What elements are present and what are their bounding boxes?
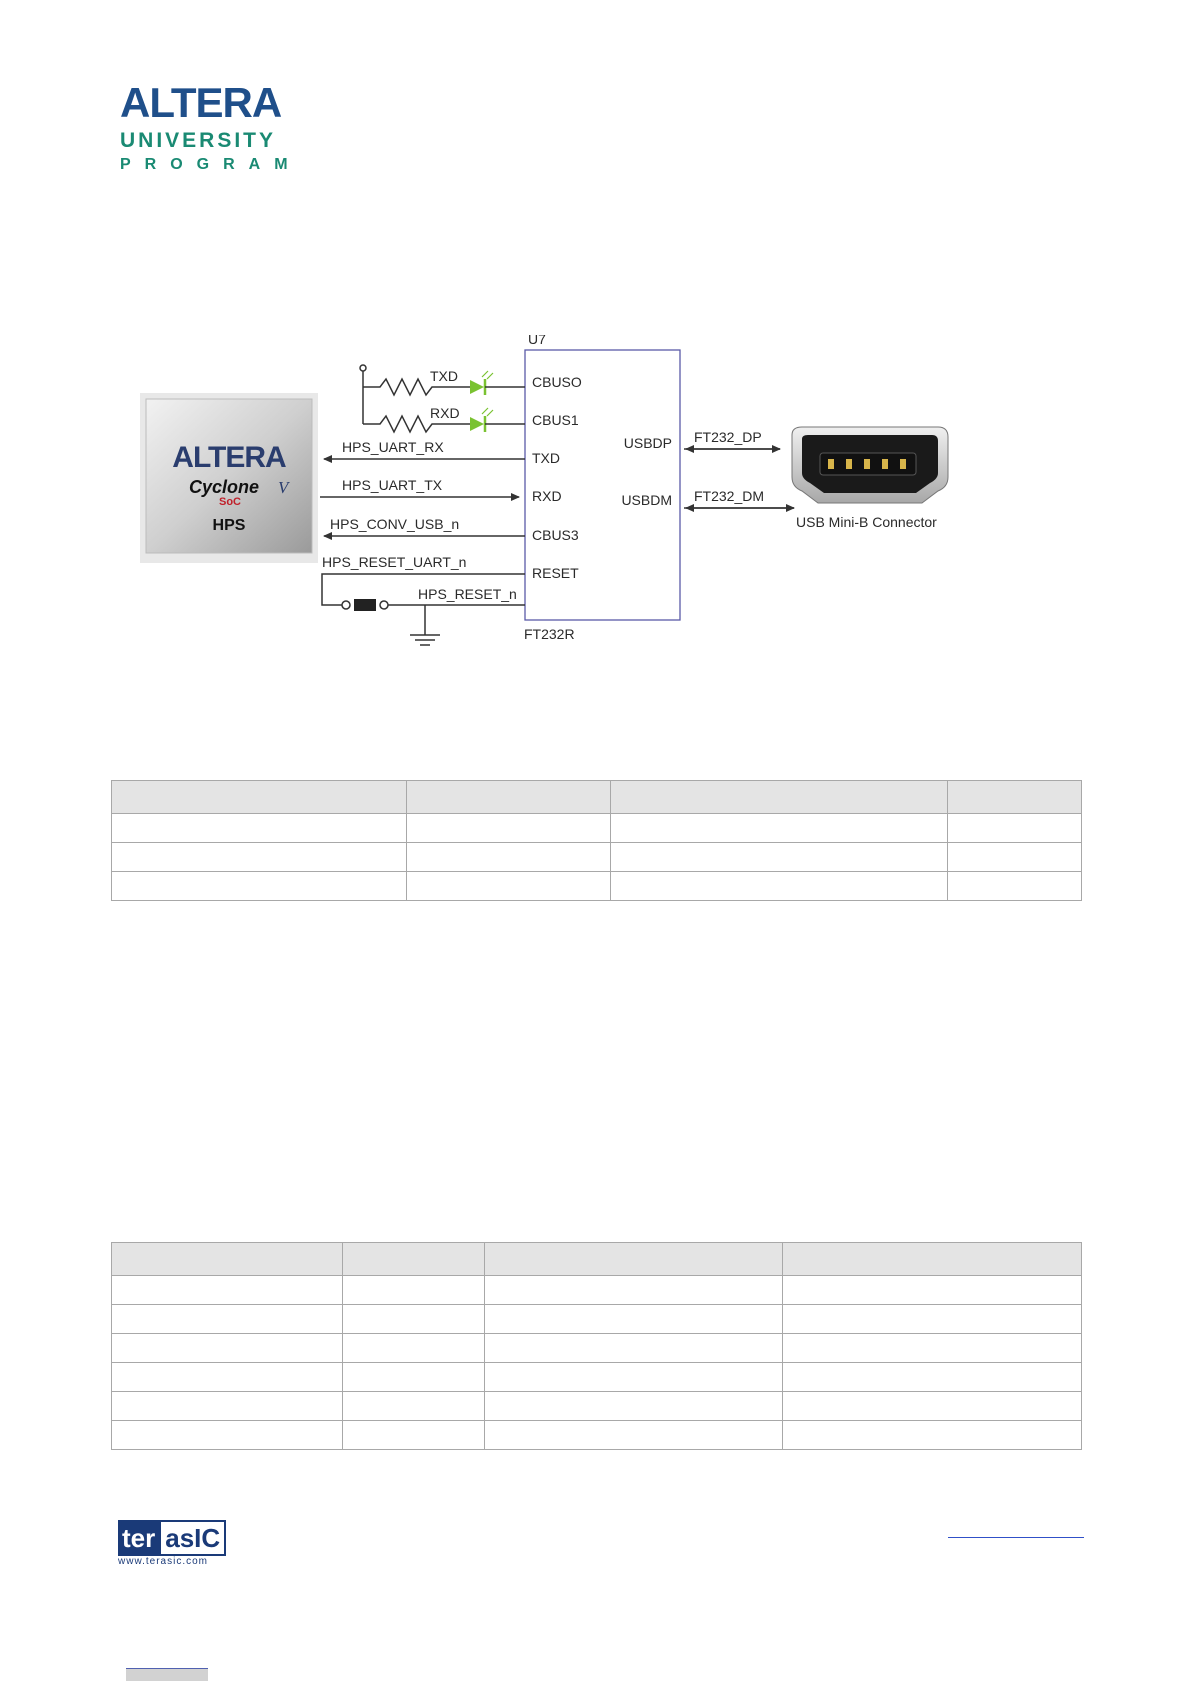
pin-assignment-table-1 xyxy=(111,780,1082,901)
led-rxd xyxy=(470,408,493,432)
terasic-url: www.terasic.com xyxy=(118,1556,209,1567)
uart-usb-schematic xyxy=(140,335,960,675)
pin-cbus3: CBUS3 xyxy=(532,527,579,543)
table-header-row xyxy=(112,1243,1082,1276)
page-navigation-tab[interactable] xyxy=(126,1668,208,1681)
hps-chip-block xyxy=(140,393,318,563)
chip-part-label: FT232R xyxy=(524,626,575,642)
hps-soc-text: SoC xyxy=(219,496,241,508)
table-header-row xyxy=(112,781,1082,814)
connector-label: USB Mini-B Connector xyxy=(796,514,937,530)
pin-txd: TXD xyxy=(532,450,560,466)
terasic-logo xyxy=(118,1520,228,1570)
table-row xyxy=(112,1392,1082,1421)
chip-ref-label: U7 xyxy=(528,335,546,347)
led-net-txd: TXD xyxy=(430,368,458,384)
usb-mini-b-connector xyxy=(792,427,948,503)
hps-brand-text: ALTERA xyxy=(172,441,286,474)
ft232r-chip xyxy=(524,335,680,642)
logo-brand: ALTERA xyxy=(120,79,282,126)
altera-university-program-logo xyxy=(120,79,302,173)
net-hps-conv-usb-n: HPS_CONV_USB_n xyxy=(330,516,460,532)
net-ft232-dm: FT232_DM xyxy=(694,488,765,504)
table-row xyxy=(112,1334,1082,1363)
pin-rxd: RXD xyxy=(532,488,562,504)
logo-line-university: UNIVERSITY xyxy=(120,129,277,152)
footer-link-underline[interactable] xyxy=(948,1537,1084,1538)
pin-cbus0: CBUSO xyxy=(532,374,582,390)
table-row xyxy=(112,843,1082,872)
terasic-brand-a: ter xyxy=(118,1520,159,1556)
table-row xyxy=(112,1363,1082,1392)
pin-usbdm: USBDM xyxy=(621,492,672,508)
net-hps-uart-rx: HPS_UART_RX xyxy=(342,439,444,455)
led-net-rxd: RXD xyxy=(430,405,460,421)
led-txd xyxy=(470,371,493,395)
logo-line-program: PROGRAM xyxy=(120,156,302,173)
table-row xyxy=(112,1305,1082,1334)
net-ft232-dp: FT232_DP xyxy=(694,429,762,445)
table-row xyxy=(112,1421,1082,1450)
hps-name-text: HPS xyxy=(212,517,246,534)
net-hps-reset-n: HPS_RESET_n xyxy=(418,586,517,602)
pin-usbdp: USBDP xyxy=(623,435,672,451)
net-hps-uart-tx: HPS_UART_TX xyxy=(342,477,443,493)
hps-family-suffix: V xyxy=(278,478,289,497)
pin-assignment-table-2 xyxy=(111,1242,1082,1450)
pin-reset: RESET xyxy=(532,565,579,581)
table-row xyxy=(112,872,1082,901)
net-hps-reset-uart-n: HPS_RESET_UART_n xyxy=(322,554,467,570)
table-row xyxy=(112,1276,1082,1305)
hps-family-text: Cyclone xyxy=(188,477,260,497)
pin-cbus1: CBUS1 xyxy=(532,412,579,428)
table-row xyxy=(112,814,1082,843)
terasic-brand-b: asIC xyxy=(159,1520,226,1556)
